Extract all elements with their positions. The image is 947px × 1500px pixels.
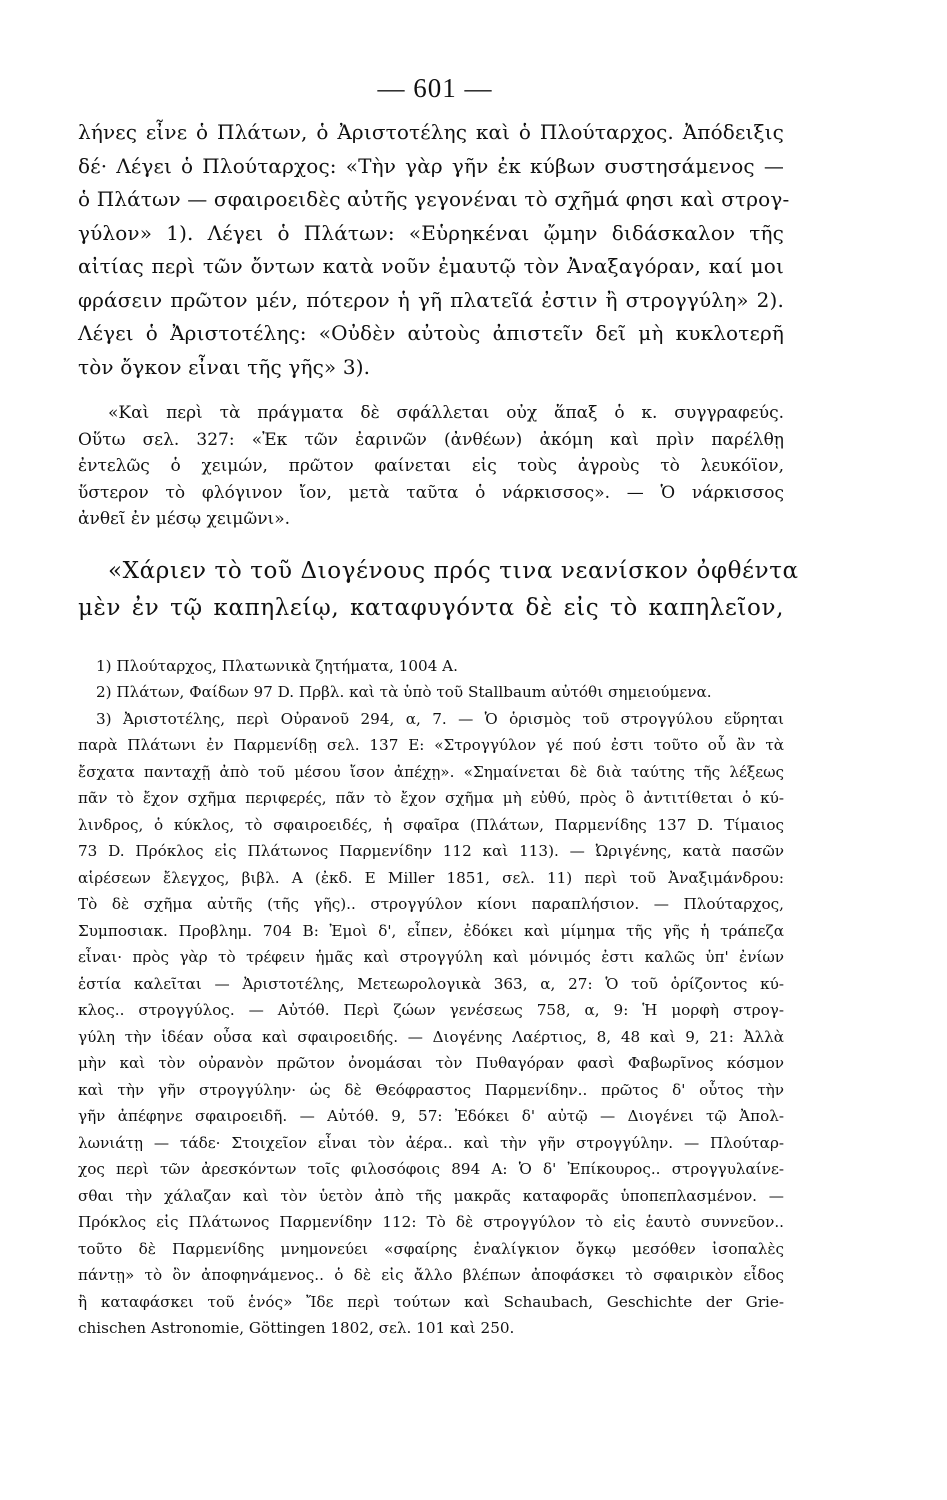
footnote-line: χος περὶ τῶν ἀρεσκόντων τοῖς φιλοσόφοις 894 A: Ὁ δ' Ἐπίκουρος.. στρογγυλαίνε- [78,1160,784,1178]
text-line: «Χάριεν τὸ τοῦ Διογένους πρός τινα νεανίσκον ὀφθέντα [108,557,799,584]
text-line: αἰτίας περὶ τῶν ὄντων κατὰ νοῦν ἐμαυτῷ τὸν Ἀναξαγόραν, καί μοι [78,254,784,278]
text-line: ὕστερον τὸ φλόγινον ἴον, μετὰ ταῦτα ὁ νάρκισσος». — Ὁ νάρκισσος [78,482,784,503]
main-paragraph [78,116,790,384]
text-line: φράσειν πρῶτον μέν, πότερον ἡ γῆ πλατεῖά ἐστιν ἢ στρογγύλη» 2). [78,287,784,312]
text-line: Οὕτω σελ. 327: «Ἐκ τῶν ἐαρινῶν (ἀνθέων) ἀκόμη καὶ πρὶν παρέλθῃ [78,429,784,450]
text-line: γύλον» 1). Λέγει ὁ Πλάτων: «Εὑρηκέναι ᾤμην διδάσκαλον τῆς [78,220,784,245]
footnote-line: αἱρέσεων ἔλεγχος, βιβλ. A (ἐκδ. E Miller 1851, σελ. 11) περὶ τοῦ Ἀναξιμάνδρου: [78,868,784,887]
page-number: — 601 — [377,73,493,103]
footnote-line: 2) Πλάτων, Φαίδων 97 D. Πρβλ. καὶ τὰ ὑπὸ τοῦ Stallbaum αὐτόθι σημειούμενα. [96,683,712,701]
footnote-line: 1) Πλούταρχος, Πλατωνικὰ ζητήματα, 1004 A. [96,656,458,675]
text-line: «Καὶ περὶ τὰ πράγματα δὲ σφάλλεται οὐχ ἅπαξ ὁ κ. συγγραφεύς. [108,403,784,423]
large-quote-paragraph [78,553,799,627]
footnote-line: 3) Ἀριστοτέλης, περὶ Οὐρανοῦ 294, α, 7. — Ὁ ὁρισμὸς τοῦ στρογγύλου εὕρηται [96,709,784,728]
footnotes [78,653,784,1342]
footnote-line: Τὸ δὲ σχῆμα αὐτῆς (τῆς γῆς).. στρογγύλον κίονι παραπλήσιον. — Πλούταρχος, [78,895,784,913]
footnote-line: τοῦτο δὲ Παρμενίδης μνημονεύει «σφαίρης ἐναλίγκιον ὄγκῳ μεσόθεν ἰσοπαλὲς [78,1239,784,1258]
footnote-line: chischen Astronomie, Göttingen 1802, σελ. 101 καὶ 250. [78,1319,515,1337]
footnote-line: 73 D. Πρόκλος εἰς Πλάτωνος Παρμενίδην 112 καὶ 113). — Ὠριγένης, κατὰ πασῶν [78,842,784,860]
footnote-line: κλος.. στρογγύλος. — Αὐτόθ. Περὶ ζώων γενέσεως 758, α, 9: Ἡ μορφὴ στρογ- [78,1001,784,1019]
book-page [78,68,799,1342]
footnote-line: παρὰ Πλάτωνι ἐν Παρμενίδῃ σελ. 137 E: «Στρογγύλον γέ πού ἐστι τοῦτο οὗ ἂν τὰ [78,736,784,754]
footnote-line: ἢ καταφάσκει τοῦ ἑνός» Ἴδε περὶ τούτων καὶ Schaubach, Geschichte der Grie- [78,1292,784,1311]
footnote-line: λινδρος, ὁ κύκλος, τὸ σφαιροειδές, ἡ σφαῖρα (Πλάτων, Παρμενίδης 137 D. Τίμαιος [78,815,784,834]
footnote-line: μὴν καὶ τὸν οὐρανὸν πρῶτον ὀνομάσαι τὸν Πυθαγόραν φασὶ Φαβωρῖνος κόσμον [78,1054,784,1072]
text-line: Λέγει ὁ Ἀριστοτέλης: «Οὐδὲν αὐτοὺς ἀπιστεῖν δεῖ μὴ κυκλοτερῆ [78,321,784,345]
footnote-line: εἶναι· πρὸς γὰρ τὸ τρέφειν ἡμᾶς καὶ στρογγύλη καὶ μόνιμός ἐστι καλῶς ὑπ' ἐνίων [78,948,784,966]
footnote-line: ἑστία καλεῖται — Ἀριστοτέλης, Μετεωρολογικὰ 363, α, 27: Ὁ τοῦ ὁρίζοντος κύ- [78,974,784,993]
footnote-line: γύλη τὴν ἰδέαν οὖσα καὶ σφαιροειδής. — Διογένης Λαέρτιος, 8, 48 καὶ 9, 21: Ἀλλὰ [78,1027,784,1046]
footnote-line: Πρόκλος εἰς Πλάτωνος Παρμενίδην 112: Τὸ δὲ στρογγύλον τὸ εἰς ἑαυτὸ συννεῦον.. [78,1213,784,1231]
footnote-line: καὶ τὴν γῆν στρογγύλην· ὡς δὲ Θεόφραστος Παρμενίδην.. πρῶτος δ' οὗτος τὴν [78,1080,784,1099]
text-line: δέ· Λέγει ὁ Πλούταρχος: «Τὴν γὰρ γῆν ἐκ κύβων συστησάμενος — [78,153,784,178]
quoted-paragraph [78,400,784,533]
footnote-line: σθαι τὴν χάλαζαν καὶ τὸν ὑετὸν ἀπὸ τῆς μακρᾶς καταφορᾶς ὑποπεπλασμένον. — [78,1186,784,1205]
footnote-line: λωνιάτῃ — τάδε· Στοιχεῖον εἶναι τὸν ἀέρα.. καὶ τὴν γῆν στρογγύλην. — Πλούταρ- [78,1133,784,1152]
text-line: μὲν ἐν τῷ καπηλείῳ, καταφυγόντα δὲ εἰς τὸ καπηλεῖον, [78,594,784,621]
text-line: ἀνθεῖ ἐν μέσῳ χειμῶνι». [78,509,291,529]
text-line: ὁ Πλάτων — σφαιροειδὲς αὐτῆς γεγονέναι τὸ σχῆμά φησι καὶ στρογ- [78,187,790,211]
footnote-line: πᾶν τὸ ἔχον σχῆμα περιφερές, πᾶν τὸ ἔχον σχῆμα μὴ εὐθύ, πρὸς ὃ ἀντιτίθεται ὁ κύ- [78,789,784,807]
footnote-line: ἔσχατα πανταχῇ ἀπὸ τοῦ μέσου ἴσον ἀπέχῃ». «Σημαίνεται δὲ διὰ ταύτης τῆς λέξεως [78,762,784,781]
footnote-line: πάντῃ» τὸ ὂν ἀποφηνάμενος.. ὁ δὲ εἰς ἄλλο βλέπων ἀποφάσκει τὸ σφαιρικὸν εἶδος [78,1266,784,1284]
footnote-line: Συμποσιακ. Προβλημ. 704 B: Ἐμοὶ δ', εἶπεν, ἐδόκει καὶ μίμημα τῆς γῆς ἡ τράπεζα [78,921,784,940]
text-line: ἐντελῶς ὁ χειμών, πρῶτον φαίνεται εἰς τοὺς ἀγροὺς τὸ λευκόϊον, [78,456,784,476]
footnote-line: γῆν ἀπέφηνε σφαιροειδῆ. — Αὐτόθ. 9, 57: Ἐδόκει δ' αὐτῷ — Διογένει τῷ Ἀπολ- [78,1107,784,1125]
text-line: τὸν ὄγκον εἶναι τῆς γῆς» 3). [78,354,371,379]
text-line: λήνες εἶνε ὁ Πλάτων, ὁ Ἀριστοτέλης καὶ ὁ Πλούταρχος. Ἀπόδειξις [78,120,784,144]
